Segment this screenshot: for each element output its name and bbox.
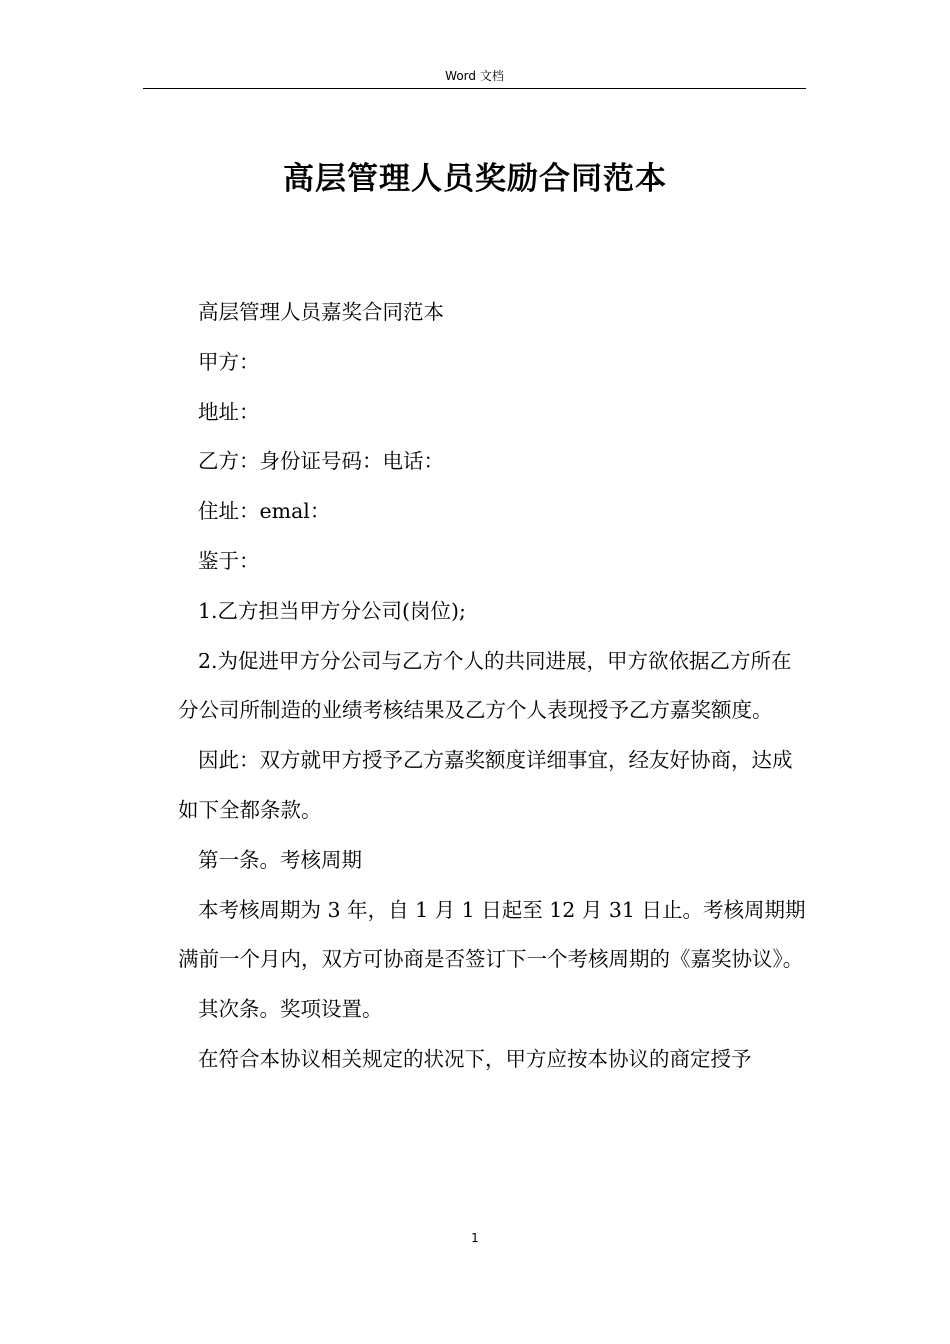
paragraph: 甲方： [198, 349, 260, 374]
paragraph: 住址：emal： [198, 499, 331, 524]
paragraph: 高层管理人员嘉奖合同范本 [198, 300, 444, 324]
paragraph: 其次条。奖项设置。 [198, 997, 383, 1022]
document-title: 高层管理人员奖励合同范本 [283, 161, 667, 197]
paragraph: 本考核周期为 3 年，自 1 月 1 日起至 12 月 31 日止。考核周期期满前一个月内，双方可协商是否签订下一个考核周期的《嘉奖协议》。 [178, 897, 806, 972]
paragraph: 第一条。考核周期 [198, 847, 362, 872]
paragraph: 1.乙方担当甲方分公司(岗位); [198, 598, 466, 623]
header-label: Word 文档 [445, 69, 504, 83]
page-number: 1 [471, 1231, 479, 1245]
document-body [178, 288, 808, 1085]
paragraph: 在符合本协议相关规定的状况下，甲方应按本协议的商定授予 [198, 1046, 752, 1071]
paragraph: 2.为促进甲方分公司与乙方个人的共同进展，甲方欲依据乙方所在分公司所制造的业绩考核结果及乙方个人表现授予乙方嘉奖额度。 [178, 648, 792, 723]
paragraph: 地址： [198, 399, 260, 424]
paragraph: 因此：双方就甲方授予乙方嘉奖额度详细事宜，经友好协商，达成如下全都条款。 [178, 748, 793, 822]
paragraph: 乙方：身份证号码：电话： [198, 449, 444, 474]
page-header [143, 66, 806, 89]
paragraph: 鉴于： [198, 548, 260, 573]
